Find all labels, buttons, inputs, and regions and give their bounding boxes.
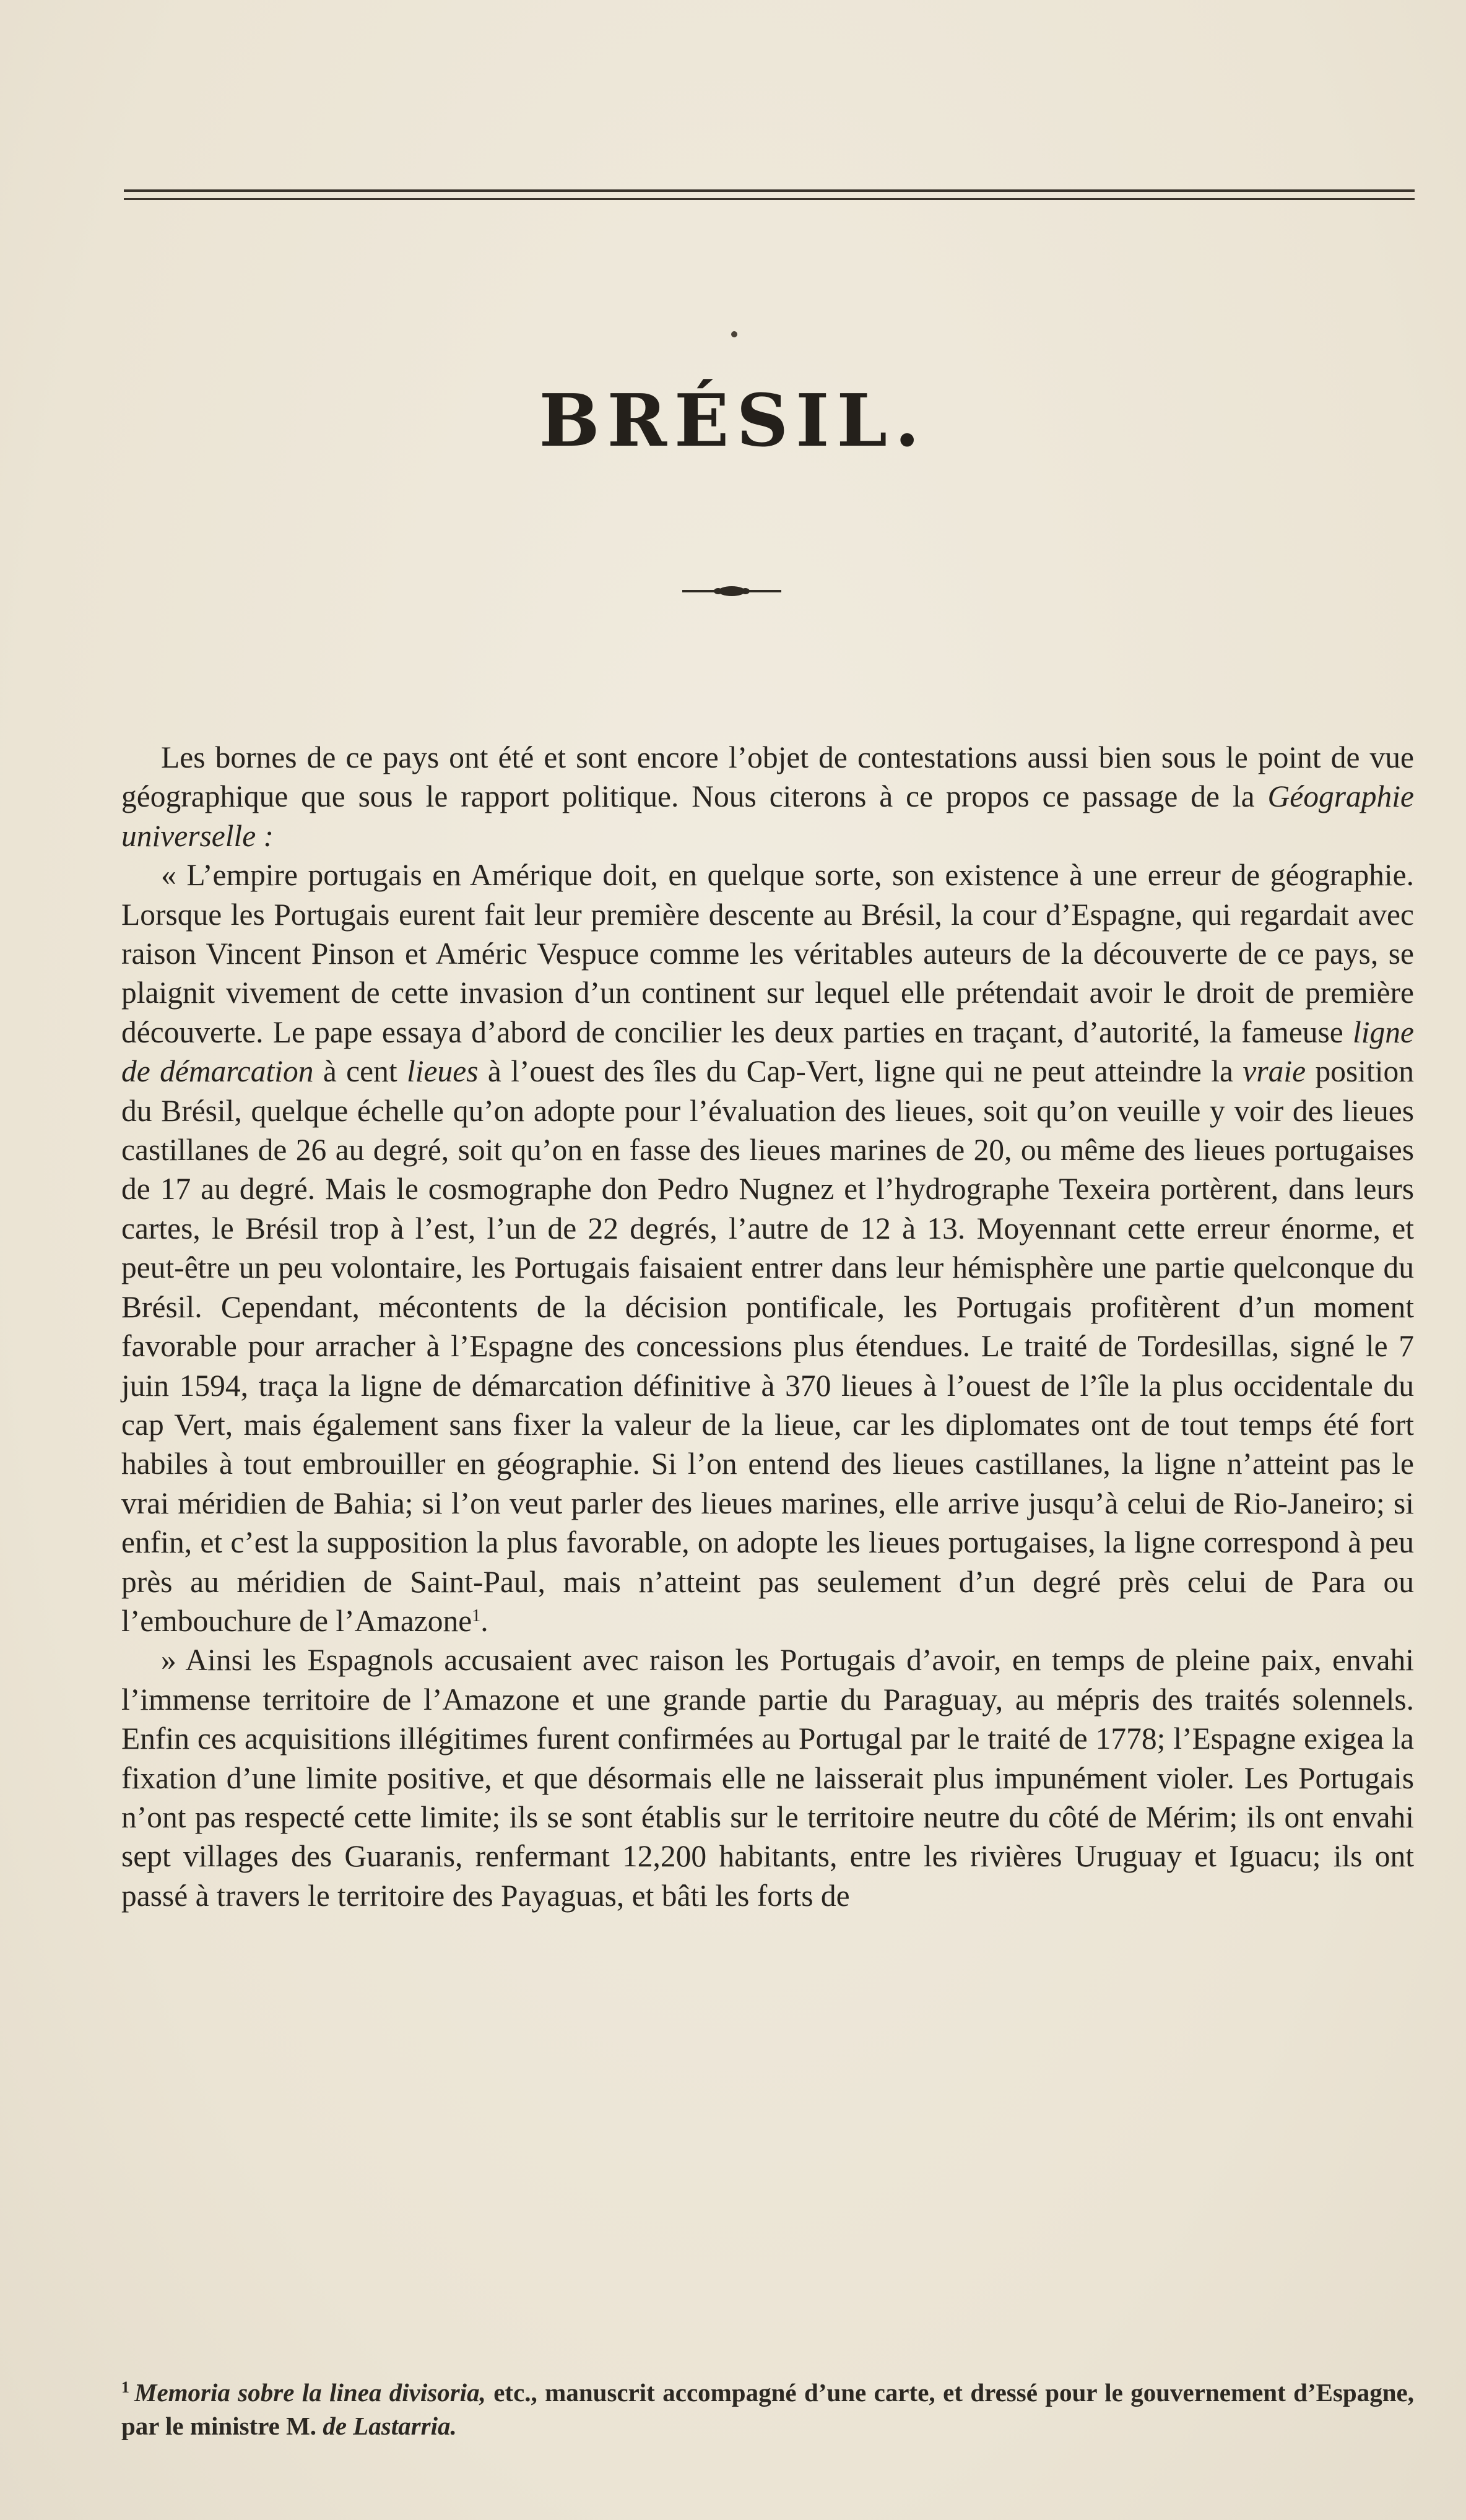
paragraph-italic-text: vraie xyxy=(1243,1054,1306,1089)
footnote-text xyxy=(121,2378,1414,2440)
paragraph-text: à cent xyxy=(313,1054,407,1089)
decorative-dot xyxy=(731,331,737,337)
paragraph-text: » Ainsi les Espagnols accusaient avec raison les Portugais d’avoir, en temps de pleine paix, envahi l’immense territoire de l’Amazone et une grande partie du Paraguay, au mépris des traités solennels. Enfin ces acquisitions illégitimes furent confirmées au Portugal par le traité de 1778; l’Espagne exigea la fixation d’une limite positive, et que désormais elle ne laisserait plus impunément violer. Les Portugais n’ont pas respecté cette limite; ils se sont établis sur le territoire neutre du côté de Mérim; ils ont envahi sept villages des Guaranis, renfermant 12,200 habitants, entre les rivières Uruguay et Iguacu; ils ont passé à travers le territoire des Payaguas, et bâti les forts de xyxy=(121,1643,1414,1913)
paragraph xyxy=(121,1640,1414,1915)
paragraph-text: position du Brésil, quelque échelle qu’on adopte pour l’évaluation des lieues, soit qu’on veuille y voir des lieues castillanes de 26 au degré, soit qu’on en fasse des lieues marines de 20, ou même des lieues portugaises de 17 au degré. Mais le cosmographe don Pedro Nugnez et l’hydrographe Texeira portèrent, dans leurs cartes, le Brésil trop à l’est, l’un de 22 degrés, l’autre de 12 à 13. Moyennant cette erreur énorme, et peut-être un peu volontaire, les Portugais faisaient entrer dans leur hémisphère une partie quelconque du Brésil. Cependant, mécontents de la décision pontificale, les Portugais profitèrent d’un moment favorable pour arracher à l’Espagne des concessions plus étendues. Le traité de Tordesillas, signé le 7 juin 1594, traça la ligne de démarcation définitive à 370 lieues à l’ouest de l’île la plus occidentale du cap Vert, mais également sans fixer la valeur de la lieue, car les diplomates ont de tout temps été fort habiles à tout embrouiller en géographie. Si l’on entend des lieues castillanes, la ligne n’atteint pas le vrai méridien de Bahia; si l’on veut parler des lieues marines, elle arrive jusqu’à celui de Rio-Janeiro; si enfin, et c’est la supposition la plus favorable, on adopte les lieues portugaises, la ligne correspond à peu près au méridien de Saint-Paul, mais n’atteint pas seulement d’un degré près celui de Para ou l’embouchure de l’Amazone xyxy=(121,1054,1415,1638)
paragraph xyxy=(121,855,1414,1640)
footnote-italic-text: de Lastarria. xyxy=(323,2412,457,2440)
footnote-text: etc., manuscrit accompagné d’une carte, et dressé pour le gouvernement d’Espagne, par le ministre M. xyxy=(121,2378,1414,2440)
page-title: BRÉSIL. xyxy=(539,379,927,463)
footnote-italic-text: Memoria sobre la linea divisoria, xyxy=(134,2378,486,2407)
header-rule-top xyxy=(124,189,1415,192)
paragraph-text: à l’ouest des îles du Cap-Vert, ligne qui ne peut atteindre la xyxy=(478,1054,1243,1089)
paragraph-italic-text: Géographie universelle : xyxy=(121,779,1414,853)
footnote xyxy=(121,2376,1414,2443)
paragraph-text: Les bornes de ce pays ont été et sont encore l’objet de contestations aussi bien sous le point de vue géographique que sous le rapport politique. Nous citerons à ce propos ce passage de la xyxy=(121,740,1414,814)
paragraph-text: . xyxy=(480,1603,488,1638)
paragraph-italic-text: lieues xyxy=(407,1054,479,1089)
footnote-mark: 1 xyxy=(121,2378,129,2396)
title-ornament-icon xyxy=(682,584,781,598)
header-rule-bottom xyxy=(124,198,1415,200)
paragraph-text: « L’empire portugais en Amérique doit, en quelque sorte, son existence à une erreur de géographie. Lorsque les Portugais eurent fait leur première descente au Brésil, la cour d’Espagne, qui regardait avec raison Vincent Pinson et Améric Vespuce comme les véritables auteurs de la découverte de ce pays, se plaignit vivement de cette invasion d’un continent sur lequel elle prétendait avoir le droit de première découverte. Le pape essaya d’abord de concilier les deux parties en traçant, d’autorité, la fameuse xyxy=(121,858,1414,1049)
paragraph-italic-text: ligne de démarcation xyxy=(121,1015,1414,1089)
paragraph xyxy=(121,738,1414,855)
footnote-reference: 1 xyxy=(472,1606,481,1626)
main-text xyxy=(121,738,1414,1915)
